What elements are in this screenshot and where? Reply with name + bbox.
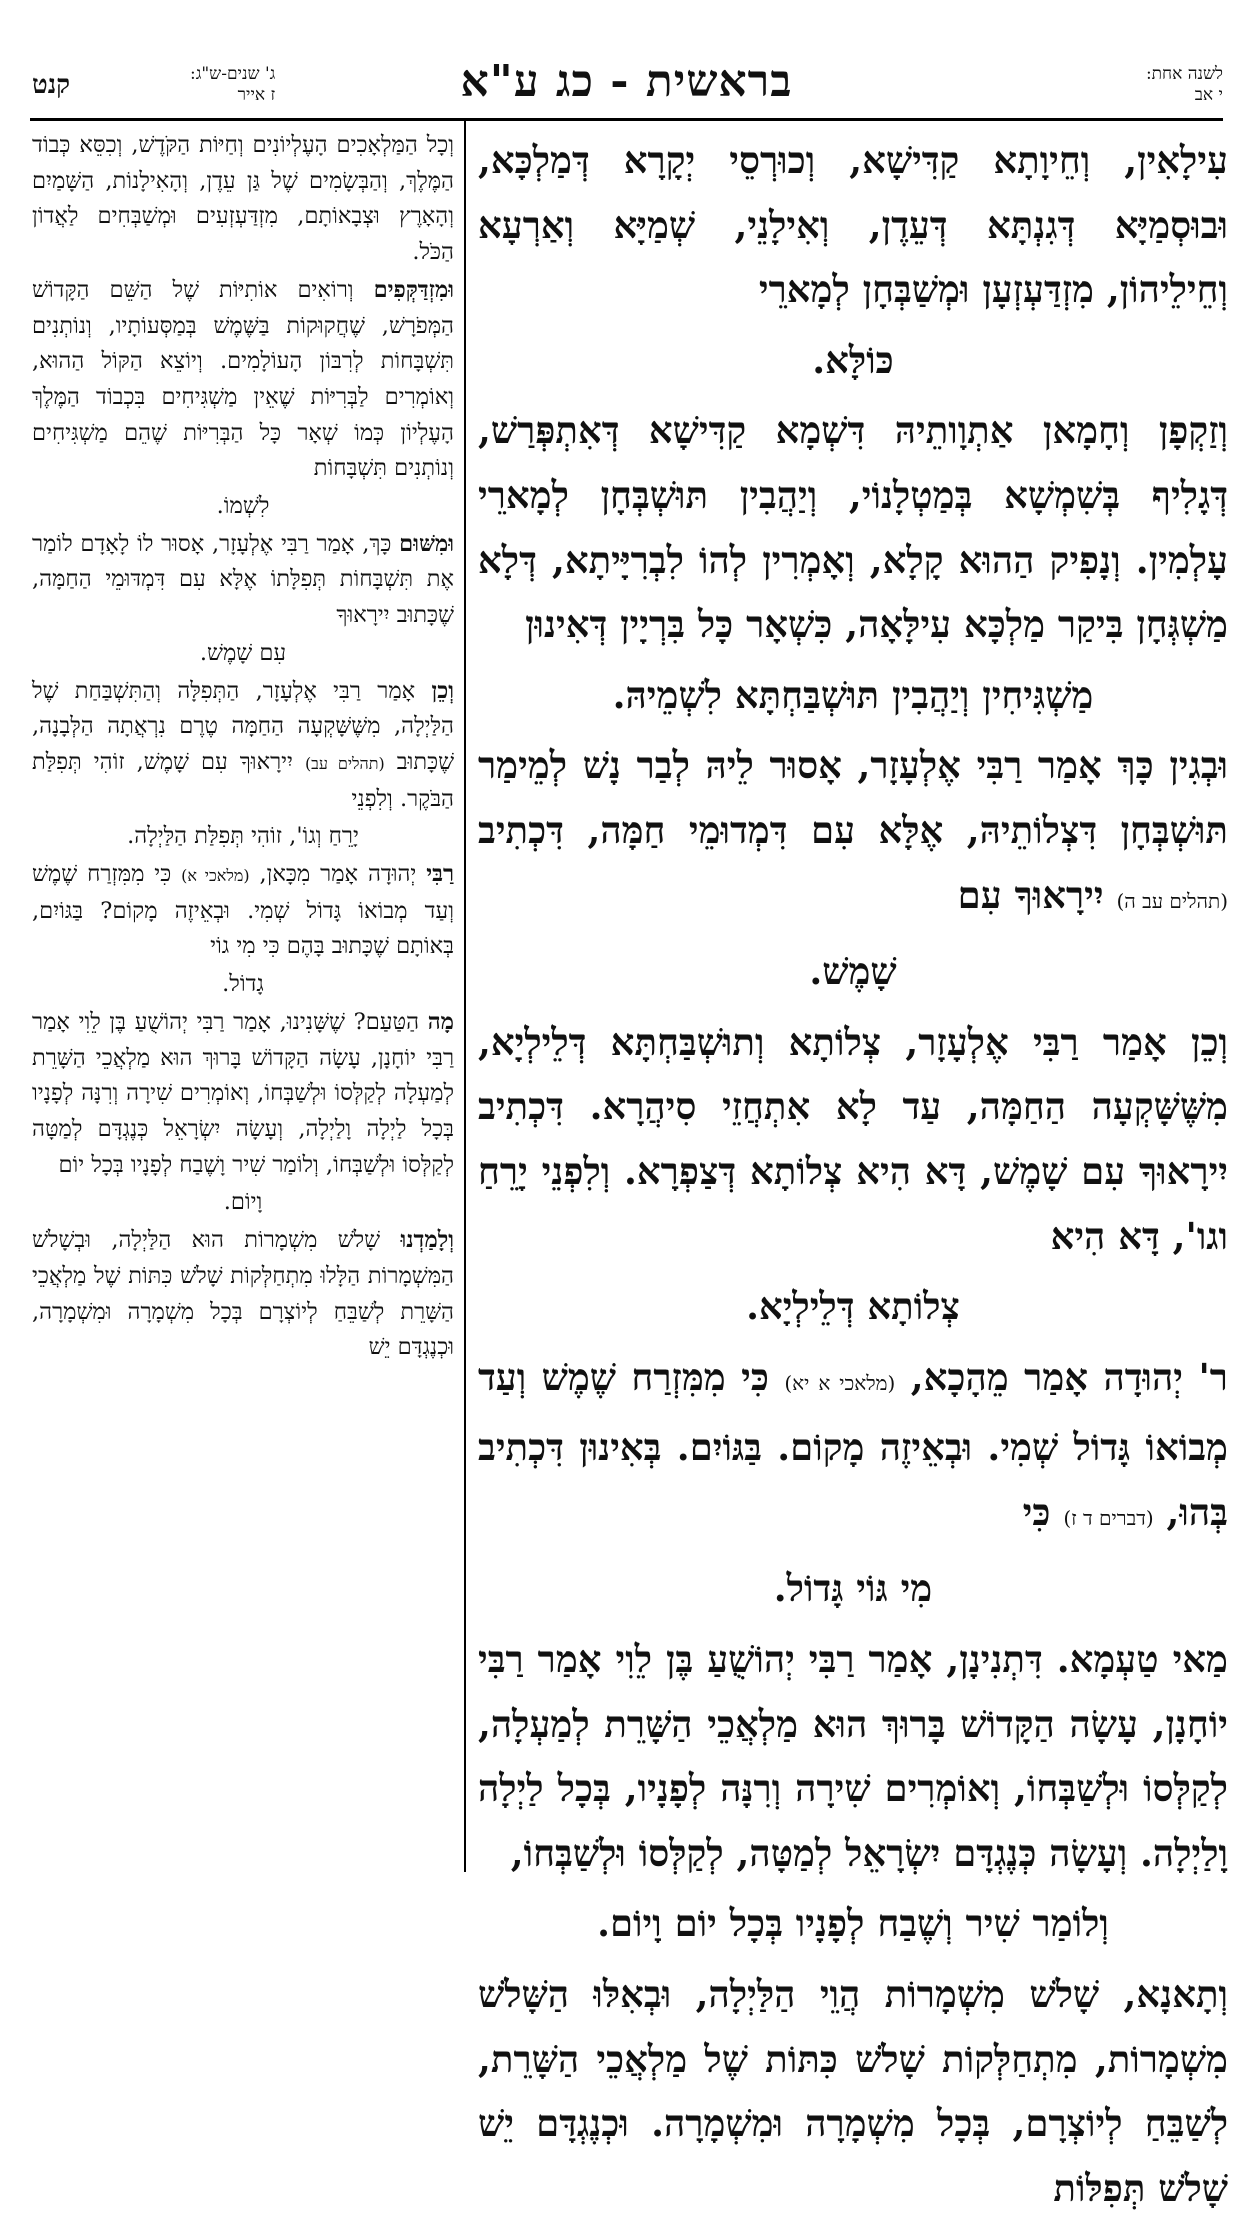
column-divider bbox=[464, 118, 466, 1872]
verse-citation: (תהלים עב ה) bbox=[1116, 888, 1228, 913]
commentary-paragraph: וְלָמַדְנוּ שָׁלֹשׁ מִשְׁמָרוֹת הוּא הַלַּיְלָה, וּבְשָׁלֹשׁ הַמִּשְׁמָרוֹת הַלָּלוּ מִתְחַלְּקוֹת שָׁלֹשׁ כִּתּוֹת שֶׁל מַלְאֲכֵי הַשָּׁרֵת לְשַׁבֵּחַ לְיוֹצְרָם בְּכָל מִשְׁמָרָה וּמִשְׁמָרָה, וּכְנֶגְדָּם יֵשׁ bbox=[32, 1227, 454, 1361]
main-paragraph: וְכֵן אָמַר רַבִּי אֶלְעָזָר, צְלוֹתָא וְתוּשְׁבַּחְתָּא דְּלֵילְיָא, מִשֶּׁשָּׁקְעָה הַחַמָּה, עַד לָא אִתְחֲזֵי סִיהֲרָא. דִּכְתִיב יִירָאוּךָ עִם שָׁמֶשׁ, דָּא הִיא צְלוֹתָא דְּצַפְרָא. וְלִפְנֵי יָרֵחַ וגו', דָּא הִיא bbox=[478, 1019, 1228, 1258]
page-header bbox=[30, 44, 1223, 116]
lead-word: ר' bbox=[1198, 1354, 1228, 1399]
commentary-paragraph: וְכָל הַמַּלְאָכִים הָעֶלְיוֹנִים וְחַיּוֹת הַקֹּדֶשׁ, וְכִסֵּא כְּבוֹד הַמֶּלֶךְ, וְהַבְּשָׂמִים שֶׁל גַּן עֵדֶן, וְהָאִילָנוֹת, הַשָּׁמַיִם וְהָאָרֶץ וּצְבָאוֹתָם, מִזְדַּעְזְעִים וּמְשַׁבְּחִים לַאֲדוֹן הַכֹּל. bbox=[32, 132, 454, 266]
commentary-paragraph-end: גָדוֹל. bbox=[222, 971, 264, 998]
page-title: בראשית - כג ע"א bbox=[460, 56, 793, 107]
lead-word: רַבִּי bbox=[426, 861, 455, 888]
main-paragraph: עִילָאִין, וְחֵיוָתָא קַדִּישָׁא, וְכוּרְסֵי יְקָרָא דְּמַלְכָּא, וּבוּסְמַיָּא דְּגִנְתָּא דְּעֵדֶן, וְאִילָנֵי, שְׁמַיָּא וְאַרְעָא וְחֵילֵיהוֹן, מִזְדַּעְזְעָן וּמְשַׁבְּחָן לְמָארֵי bbox=[478, 138, 1228, 312]
main-paragraph: וְתָאנָא, שָׁלֹשׁ מִשְׁמָרוֹת הֲוֵי הַלַּיְלָה, וּבְאִלּוּ הַשָּׁלֹשׁ מִשְׁמָרוֹת, מִתְחַלְּקוֹת שָׁלֹשׁ כִּתּוֹת שֶׁל מַלְאֲכֵי הַשָּׁרֵת, לְשַׁבֵּחַ לְיוֹצְרָם, בְּכָל מִשְׁמָרָה וּמִשְׁמָרָה. וּכְנֶגְדָּם יֵשׁ שָׁלֹשׁ תְּפִלּוֹת bbox=[478, 1972, 1228, 2210]
schedule-label: לשנה אחת: bbox=[1145, 64, 1223, 84]
main-paragraph: וּבְגִין כָּךְ אָמַר רַבִּי אֶלְעָזָר, אָסוּר לֵיהּ לְבַר נָשׁ לְמֵימַר תּוּשְׁבְּחָן דִּצְלוֹתֵיהּ, אֶלָּא עִם דִּמְדוּמֵי חַמָּה, דִּכְתִיב (תהלים עב ה) יִירָאוּךָ עִם bbox=[478, 743, 1228, 917]
commentary-paragraph-end: לִשְׁמוֹ. bbox=[216, 493, 270, 520]
lead-word: וּבְגִין bbox=[1169, 743, 1228, 788]
main-paragraph-end: מַשְׁגִּיחִין וְיַהֲבִין תּוּשְׁבַּחְתָּא לִשְׁמֵיהּ. bbox=[612, 672, 1094, 717]
lead-word: מַאי bbox=[1172, 1637, 1228, 1682]
page-number: קנט bbox=[32, 70, 71, 100]
lead-word: וְזַקְפָן bbox=[1158, 408, 1228, 453]
main-paragraph-end: וְלוֹמַר שִׁיר וְשֶׁבַח לְפָנָיו בְּכָל יוֹם וָיוֹם. bbox=[597, 1901, 1109, 1946]
verse-citation: (מלאכי א יא) bbox=[784, 1370, 896, 1395]
main-paragraph: וְזַקְפָן וְחָמָאן אַתְוָותֵיהּ דִּשְׁמָא קַדִּישָׁא דְּאִתְפְּרַשׁ, דְּגָלִיף בְּשִׁמְשָׁא בְּמַטְלָנוֹי, וְיַהֲבִין תּוּשְׁבְּחָן לְמָארֵי עָלְמִין. וְנָפִיק הַהוּא קָלָא, וְאָמְרִין לְהוֹ לִבְרִיָּיתָא, דְּלָא מַשְׁגְּחָן בִּיקַר מַלְכָּא עִילָּאָה, כִּשְׁאָר כָּל בִּרְיָין דְּאִינוּן bbox=[478, 408, 1228, 647]
lead-word: מָה bbox=[427, 1008, 454, 1035]
lead-word: וְלָמַדְנוּ bbox=[400, 1227, 454, 1254]
commentary-paragraph: וּמִשּׁוּם כָּךְ, אָמַר רַבִּי אֶלְעָזָר, אָסוּר לוֹ לָאָדָם לוֹמַר אֶת תִּשְׁבָּחוֹת תְּפִלָּתוֹ אֶלָּא עִם דִּמְדּוּמֵי הַחַמָּה, שֶׁכָּתוּב יִירָאוּךָ bbox=[32, 530, 454, 629]
main-paragraph-end: מִי גּוֹי גָּדוֹל. bbox=[773, 1566, 933, 1611]
lead-word: וְתָאנָא, bbox=[1123, 1972, 1228, 2017]
commentary-paragraph-end: וָיוֹם. bbox=[223, 1189, 263, 1216]
schedule-date: י אב bbox=[1194, 85, 1223, 105]
main-paragraph-end: צְלוֹתָא דְּלֵילְיָא. bbox=[746, 1284, 960, 1329]
main-text-column bbox=[478, 128, 1228, 2210]
main-paragraph-end: כּוֹלָּא. bbox=[812, 337, 894, 382]
lead-word: וּמִשּׁוּם bbox=[399, 530, 454, 557]
commentary-paragraph-end: עִם שָׁמֶשׁ. bbox=[199, 639, 287, 666]
header-divider bbox=[30, 118, 1223, 121]
main-paragraph: מַאי טַעְמָא. דִּתְנִינָן, אָמַר רַבִּי יְהוֹשֻׁעַ בֶּן לֵוִי אָמַר רַבִּי יוֹחָנָן, עָשָׂה הַקָּדוֹשׁ בָּרוּךְ הוּא מַלְאֲכֵי הַשָּׁרֵת לְמַעְלָה, לְקַלְּסוֹ וּלְשַׁבְּחוֹ, וְאוֹמְרִים שִׁירָה וְרִנָּה לְפָנָיו, בְּכָל לַיְלָה וָלַיְלָה. וְעָשָׂה כְּנֶגְדָּם יִשְׂרָאֵל לְמַטָּה, לְקַלְּסוֹ וּלְשַׁבְּחוֹ, bbox=[478, 1637, 1228, 1875]
schedule-label: ג' שנים-ש"ג: bbox=[190, 64, 276, 84]
lead-word: וְכֵן bbox=[1191, 1019, 1228, 1064]
main-paragraph-end: שָׁמֶשׁ. bbox=[809, 949, 897, 994]
lead-word: וּמִזְדַּקְּפִים bbox=[373, 276, 454, 303]
commentary-paragraph: וְכֵן אָמַר רַבִּי אֶלְעָזָר, הַתְּפִלָּה וְהַתִּשְׁבַּחַת שֶׁל הַלַּיְלָה, מִשֶּׁשָּׁקְעָה הַחַמָּה טֶרֶם נִרְאֲתָה הַלְּבָנָה, שֶׁכָּתוּב (תהלים עב) יִירָאוּךָ עִם שָׁמֶשׁ, זוֹהִי תְּפִלַּת הַבֹּקֶר. וְלִפְנֵי bbox=[32, 677, 455, 812]
commentary-paragraph-end: יָרֵחַ וְגוֹ', זוֹהִי תְּפִלַּת הַלַּיְלָה. bbox=[127, 823, 359, 850]
main-paragraph: ר' יְהוּדָה אָמַר מֵהָכָא, (מלאכי א יא) כִּי מִמִּזְרַח שֶׁמֶשׁ וְעַד מְבוֹאוֹ גָּדוֹל שְׁמִי. וּבְאֵיזֶה מָקוֹם. בַּגּוֹיִם. בְּאִינוּן דִּכְתִיב בְּהוּ, (דברים ד ז) כִּי bbox=[478, 1354, 1228, 1534]
daily-schedule-three-years bbox=[190, 64, 275, 106]
commentary-paragraph: מָה הַטַּעַם? שֶׁשָּׁנִינוּ, אָמַר רַבִּי יְהוֹשֻׁעַ בֶּן לֵוִי אָמַר רַבִּי יוֹחָנָן, עָשָׂה הַקָּדוֹשׁ בָּרוּךְ הוּא מַלְאֲכֵי הַשָּׁרֵת לְמַעְלָה לְקַלְּסוֹ וּלְשַׁבְּחוֹ, וְאוֹמְרִים שִׁירָה וְרִנָּה לְפָנָיו בְּכָל לַיְלָה וָלַיְלָה, וְעָשָׂה יִשְׂרָאֵל כְּנֶגְדָּם לְמַטָּה לְקַלְּסוֹ וּלְשַׁבְּחוֹ, וְלוֹמַר שִׁיר וָשֶׁבַח לְפָנָיו בְּכָל יוֹם bbox=[32, 1008, 454, 1178]
schedule-date: ז אייר bbox=[237, 85, 276, 105]
commentary-paragraph: וּמִזְדַּקְּפִים וְרוֹאִים אוֹתִיּוֹת שֶׁל הַשֵּׁם הַקָּדוֹשׁ הַמְּפֹרָשׁ, שֶׁחֲקוּקוֹת בַּשֶּׁמֶשׁ בְּמַסְּעוֹתָיו, וְנוֹתְנִים תִּשְׁבָּחוֹת לְרִבּוֹן הָעוֹלָמִים. וְיוֹצֵא הַקּוֹל הַהוּא, וְאוֹמְרִים לַבְּרִיּוֹת שֶׁאֵין מַשְׁגִּיחִים בִּכְבוֹד הַמֶּלֶךְ הָעֶלְיוֹן כְּמוֹ שְׁאָר כָּל הַבְּרִיּוֹת שֶׁהֵם מַשְׁגִּיחִים וְנוֹתְנִים תִּשְׁבָּחוֹת bbox=[32, 276, 454, 482]
verse-citation: (תהלים עב) bbox=[304, 753, 385, 773]
verse-citation: (דברים ד ז) bbox=[1063, 1505, 1154, 1530]
verse-citation: (מלאכי א) bbox=[181, 866, 250, 886]
lead-word: וְכֵן bbox=[431, 677, 454, 704]
commentary-paragraph: רַבִּי יְהוּדָה אָמַר מִכָּאן, (מלאכי א) כִּי מִמִּזְרַח שֶׁמֶשׁ וְעַד מְבוֹאוֹ גָּדוֹל שְׁמִי. וּבְאֵיזֶה מָקוֹם? בַּגּוֹיִם, בְּאוֹתָם שֶׁכָּתוּב בָּהֶם כִּי מִי גוֹי bbox=[32, 861, 455, 960]
commentary-column bbox=[32, 128, 454, 1868]
